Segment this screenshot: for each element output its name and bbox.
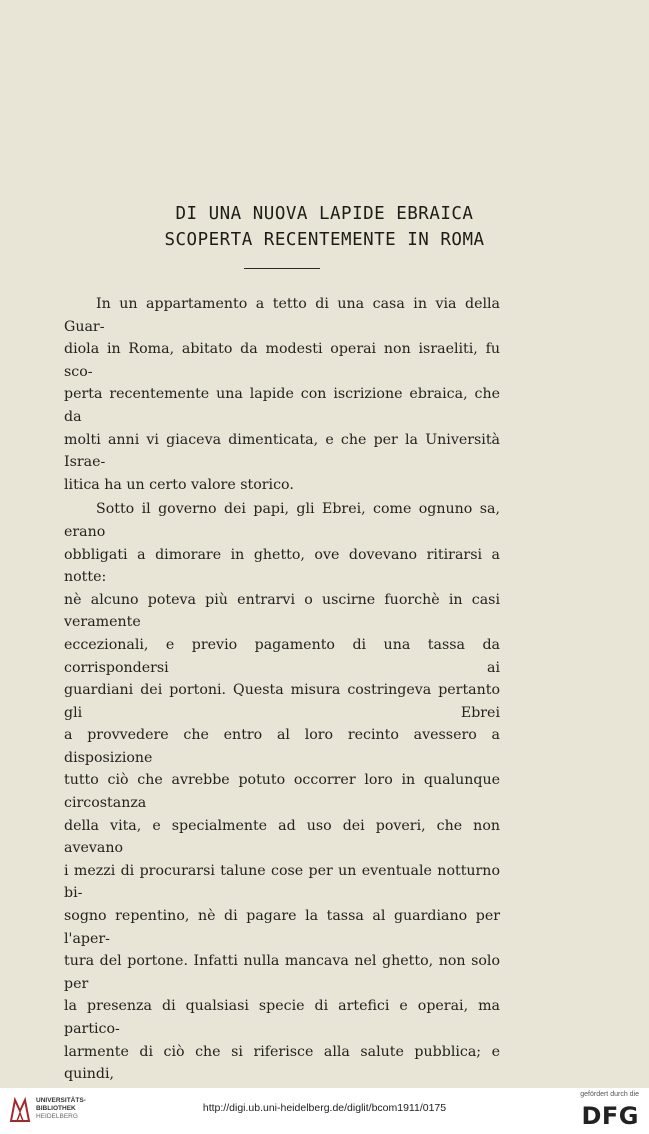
funding-note: gefördert durch die [580, 1091, 639, 1098]
article-title-line-1: DI UNA NUOVA LAPIDE EBRAICA [175, 204, 474, 224]
text-line: molti anni vi giaceva dimenticata, e che per la Università Israe- [64, 431, 500, 471]
text-line: nè alcuno poteva più entrarvi o uscirne fuorchè in casi veramente [64, 591, 500, 631]
viewer-footer [0, 1088, 649, 1134]
text-line: litica ha un certo valore storico. [64, 476, 294, 493]
source-url-link[interactable]: http://digi.ub.uni-heidelberg.de/diglit/bcom1911/0175 [202, 1102, 447, 1114]
text-line: In un appartamento a tetto di una casa in via della Guar- [64, 296, 500, 335]
text-line: i mezzi di procurarsi talune cose per un eventuale notturno bi- [64, 862, 500, 902]
text-line: eccezionali, e previo pagamento di una tassa da corrispondersi ai [64, 636, 500, 676]
text-line: sogno repentino, nè di pagare la tassa al guardiano per l'aper- [64, 908, 500, 947]
title-rule [244, 268, 320, 269]
paragraph-1 [64, 293, 500, 496]
article-body [64, 293, 500, 1088]
paragraph-2 [64, 498, 500, 1088]
text-line: larmente di ciò che si riferisce alla salute pubblica; e quindi, [64, 1043, 500, 1083]
text-line: tura del portone. Infatti nulla mancava nel ghetto, non solo per [64, 953, 500, 992]
text-line: obbligati a dimorare in ghetto, ove dovevano ritirarsi a notte: [64, 546, 500, 586]
text-line: a provvedere che entro al loro recinto avessero a disposizione [64, 727, 500, 766]
text-line: perta recentemente una lapide con iscrizione ebraica, che da [64, 386, 500, 425]
article-title-line-2: SCOPERTA RECENTEMENTE IN ROMA [164, 230, 485, 250]
dfg-logo: DFG [581, 1102, 639, 1130]
text-line: la presenza di qualsiasi specie di artefici e operai, ma partico- [64, 998, 500, 1037]
library-name-line-2: BIBLIOTHEK [36, 1105, 76, 1112]
library-name-line-3: HEIDELBERG [36, 1113, 78, 1120]
text-line: tutto ciò che avrebbe potuto occorrer loro in qualunque circostanza [64, 772, 500, 812]
text-line: della vita, e specialmente ad uso dei poveri, che non avevano [64, 817, 500, 857]
text-line: Sotto il governo dei papi, gli Ebrei, come ognuno sa, erano [64, 501, 500, 540]
text-line: guardiani dei portoni. Questa misura costringeva pertanto gli Ebrei [64, 682, 500, 721]
text-line: diola in Roma, abitato da modesti operai non israeliti, fu sco- [64, 341, 500, 380]
library-name-line-1: UNIVERSITÄTS- [36, 1097, 86, 1104]
